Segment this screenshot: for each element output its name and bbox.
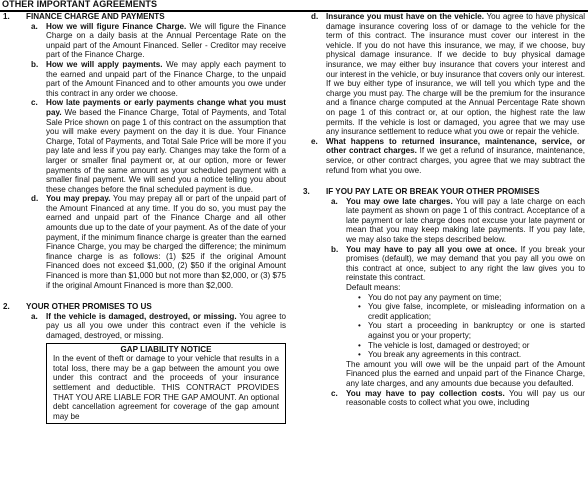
clause-text: If you break your promises (default), we may demand that you pay all you owe on this contract at once, subject to any right the law gives you to reinstate this contract.	[346, 244, 585, 283]
section-2	[0, 302, 288, 424]
clause-3c	[326, 389, 587, 408]
clause-heading: How we will apply payments.	[46, 59, 163, 69]
clause-letter: d.	[311, 12, 319, 21]
section-3	[300, 187, 587, 408]
page-title: OTHER IMPORTANT AGREEMENTS	[2, 0, 158, 9]
clause-1c	[26, 98, 288, 194]
clause-text: We based the Finance Charge, Total of Payments, and Total Sale Price shown on page 1 of this contract on the assumption that you will make every payment on the day it is due. Your Finance Charge, Total of Payments, and Total Sale Price will be more if you pay late and less if you pay early. Changes may take the form of a larger or smaller final payment or, at our option, more or fewer payments of the same amount as your scheduled payment with a smaller final payment. We will send you a notice telling you about these changes before the final scheduled payment is due.	[46, 107, 286, 194]
clause-heading: If the vehicle is damaged, destroyed, or missing.	[46, 311, 237, 321]
clause-letter: e.	[311, 136, 318, 146]
clause-text: You will pay a late charge on each late payment as shown on page 1 of this contract. Acceptance of a late payment or late charge does not excuse your late payment or mean that you may keep making late payments. If you pay late, we may also take the steps described below.	[346, 196, 585, 245]
clause-heading: You may owe late charges.	[346, 196, 453, 206]
notice-title: GAP LIABILITY NOTICE	[120, 344, 212, 354]
clause-text: We will figure the Finance Charge on a daily basis at the Annual Percentage Rate on the unpaid part of the Amount Financed. Seller - Creditor may receive part of the Finance Charge.	[46, 21, 286, 60]
clause-text: We may apply each payment to the earned and unpaid part of the Finance Charge, to the unpaid part of the Amount Financed and to other amounts you owe under this contract in any order we choose.	[46, 59, 286, 98]
clause-heading: How late payments or early payments change what you must pay.	[46, 98, 286, 117]
clause-heading: Insurance you must have on the vehicle.	[326, 12, 485, 21]
clause-2d	[306, 12, 587, 137]
clause-letter: c.	[331, 388, 338, 398]
clause-heading: You may have to pay collection costs.	[346, 388, 505, 398]
section-title: IF YOU PAY LATE OR BREAK YOUR OTHER PROMISES	[326, 187, 540, 197]
clause-2e	[306, 137, 587, 175]
section-title: YOUR OTHER PROMISES TO US	[26, 302, 152, 312]
clause-letter: a.	[331, 196, 338, 206]
section-1	[0, 12, 288, 290]
left-column	[0, 12, 288, 430]
default-list-item: • You do not pay any payment on time;	[358, 293, 585, 303]
default-means-label: Default means:	[346, 283, 401, 293]
clause-1b	[26, 60, 288, 98]
clause-2a	[26, 312, 288, 425]
clause-3a	[326, 197, 587, 245]
notice-text: In the event of theft or damage to your vehicle that results in a total loss, there may be a gap between the amount you owe under this contract and the proceeds of your insurance settlement and deductible. THIS CONTRACT PROVIDES THAT YOU ARE LIABLE FOR THE GAP AMOUNT. An optional debt cancellation agreement for coverage of the gap amount may be	[53, 354, 279, 421]
clause-letter: a.	[31, 311, 38, 321]
clause-3b	[326, 245, 587, 389]
clause-letter: c.	[31, 98, 38, 108]
clause-letter: b.	[331, 244, 339, 254]
clause-text: You agree to have physical damage insurance covering loss of or damage to the vehicle for the term of this contract. The insurance must cover our interest in the vehicle. If you do not have this insurance, we may, if we choose, buy physical damage insurance. If we decide to buy physical damage insurance, we may either buy insurance that covers your interest and our interest in the vehicle, or buy insurance that covers only our interest. If we buy either type of insurance, we will tell you which type and the charge you must pay. The charge will be the premium for the insurance and a finance charge computed at the Annual Percentage Rate shown on page 1 of this contract or, at our option, the highest rate the law permits. If the vehicle is lost or damaged, you agree that we may use any insurance settlement to reduce what you owe or repair the vehicle.	[326, 12, 585, 137]
default-list-item: • You give false, incomplete, or misleading information on a credit application;	[358, 302, 585, 321]
clause-1a	[26, 22, 288, 60]
clause-1d	[26, 194, 288, 290]
section-2-continued	[300, 12, 587, 175]
clause-text: You may prepay all or part of the unpaid part of the Amount Financed at any time. If you do so, you must pay the earned and unpaid part of the Finance Charge and all other amounts due up to the date of your payment. As of the date of your payment, if the minimum finance charge is greater than the earned Finance Charge, you may be charged the difference; the minimum finance charge is as follows: (1) $25 if the original Amount Financed does not exceed $1,000, (2) $50 if the original Amount Financed is more than $1,000 but not more than $2,000, or (3) $75 if the original Amount Financed is more than $2,000.	[46, 194, 286, 290]
clause-heading: How we will figure Finance Charge.	[46, 21, 187, 31]
clause-heading: You may prepay.	[46, 194, 111, 204]
clause-letter: b.	[31, 59, 39, 69]
section-number: 1.	[3, 12, 10, 21]
right-column	[300, 12, 587, 414]
gap-liability-notice	[46, 343, 286, 425]
default-list-item: • You start a proceeding in bankruptcy or one is started against you or your property;	[358, 321, 585, 340]
clause-letter: a.	[31, 21, 38, 31]
default-list-item: • You break any agreements in this contract.	[358, 350, 585, 360]
default-list-item: • The vehicle is lost, damaged or destroyed; or	[358, 341, 585, 351]
section-number: 2.	[3, 302, 10, 312]
clause-text: You agree to pay us all you owe under this contract even if the vehicle is damaged, destroyed, or missing.	[46, 311, 286, 340]
clause-text-after: The amount you will owe will be the unpaid part of the Amount Financed plus the earned and unpaid part of the Finance Charge, any late charges, and any amounts due because you defaulted.	[346, 359, 585, 388]
section-title: FINANCE CHARGE AND PAYMENTS	[26, 12, 165, 21]
default-list	[346, 293, 585, 360]
clause-heading: What happens to returned insurance, maintenance, service, or other contract charges.	[326, 136, 585, 156]
section-number: 3.	[303, 187, 310, 197]
clause-text: You will pay us our reasonable costs to collect what you owe, including	[346, 388, 585, 408]
clause-heading: You may have to pay all you owe at once.	[346, 244, 517, 254]
clause-letter: d.	[31, 194, 39, 204]
clause-text: If we get a refund of insurance, maintenance, service, or other contract charges, you agree that we may subtract the refund from what you owe.	[326, 146, 585, 175]
